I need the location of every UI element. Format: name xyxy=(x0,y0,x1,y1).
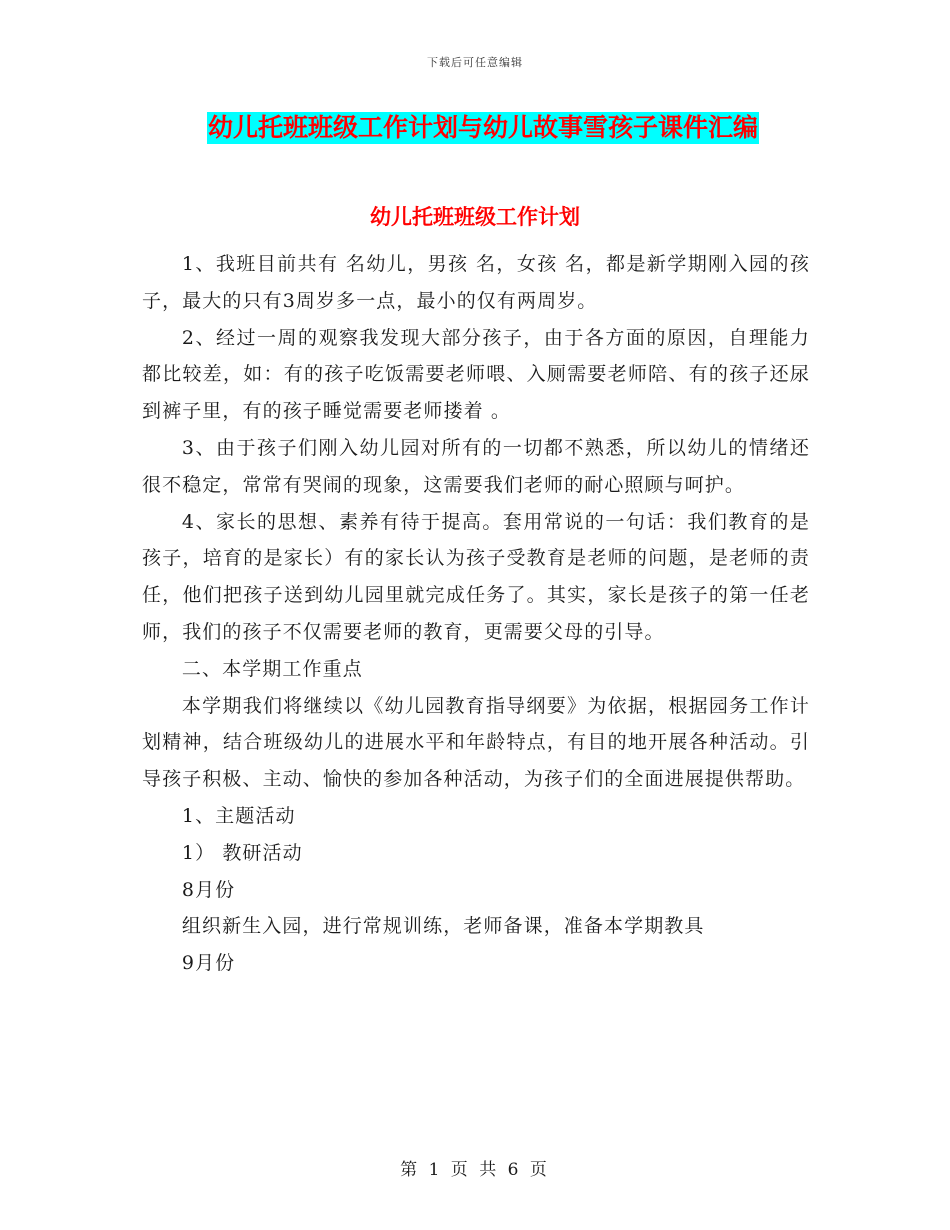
document-title: 幼儿托班班级工作计划与幼儿故事雪孩子课件汇编 xyxy=(208,113,759,142)
document-body xyxy=(142,246,810,982)
page-footer: 第 1 页 共 6 页 xyxy=(400,1160,550,1180)
month-september: 9月份 xyxy=(181,952,236,975)
paragraph-august-tasks: 组织新生入园，进行常规训练，老师备课，准备本学期教具 xyxy=(181,915,705,938)
heading-work-focus: 二、本学期工作重点 xyxy=(181,657,363,680)
heading-theme-activities: 1、主题活动 xyxy=(181,804,296,827)
paragraph-parents: 4、家长的思想、素养有待于提高。套用常说的一句话：我们教育的是孩子，培育的是家长）有的家长认为孩子受教育是老师的问题，是老师的责任，他们把孩子送到幼儿园里就完成任务了。其实，家长是孩子的第一任老师，我们的孩子不仅需要老师的教育，更需要父母的引导。 xyxy=(142,510,810,643)
paragraph-semester-plan: 本学期我们将继续以《幼儿园教育指导纲要》为依据，根据园务工作计划精神，结合班级幼儿的进展水平和年龄特点，有目的地开展各种活动。引导孩子积极、主动、愉快的参加各种活动，为孩子们的全面进展提供帮助。 xyxy=(142,694,810,791)
month-august: 8月份 xyxy=(181,878,236,901)
paragraph-emotions: 3、由于孩子们刚入幼儿园对所有的一切都不熟悉，所以幼儿的情绪还很不稳定，常常有哭闹的现象，这需要我们老师的耐心照顾与呵护。 xyxy=(142,436,810,496)
header-note: 下载后可任意编辑 xyxy=(427,56,523,69)
section-title: 幼儿托班班级工作计划 xyxy=(370,204,580,229)
paragraph-self-care: 2、经过一周的观察我发现大部分孩子，由于各方面的原因，自理能力都比较差，如：有的孩子吃饭需要老师喂、入厕需要老师陪、有的孩子还尿到裤子里，有的孩子睡觉需要老师搂着 。 xyxy=(142,326,810,423)
paragraph-class-size: 1、我班目前共有 名幼儿，男孩 名，女孩 名，都是新学期刚入园的孩子，最大的只有3周岁多一点，最小的仅有两周岁。 xyxy=(142,253,810,312)
heading-research-activities: 1） 教研活动 xyxy=(181,841,303,864)
